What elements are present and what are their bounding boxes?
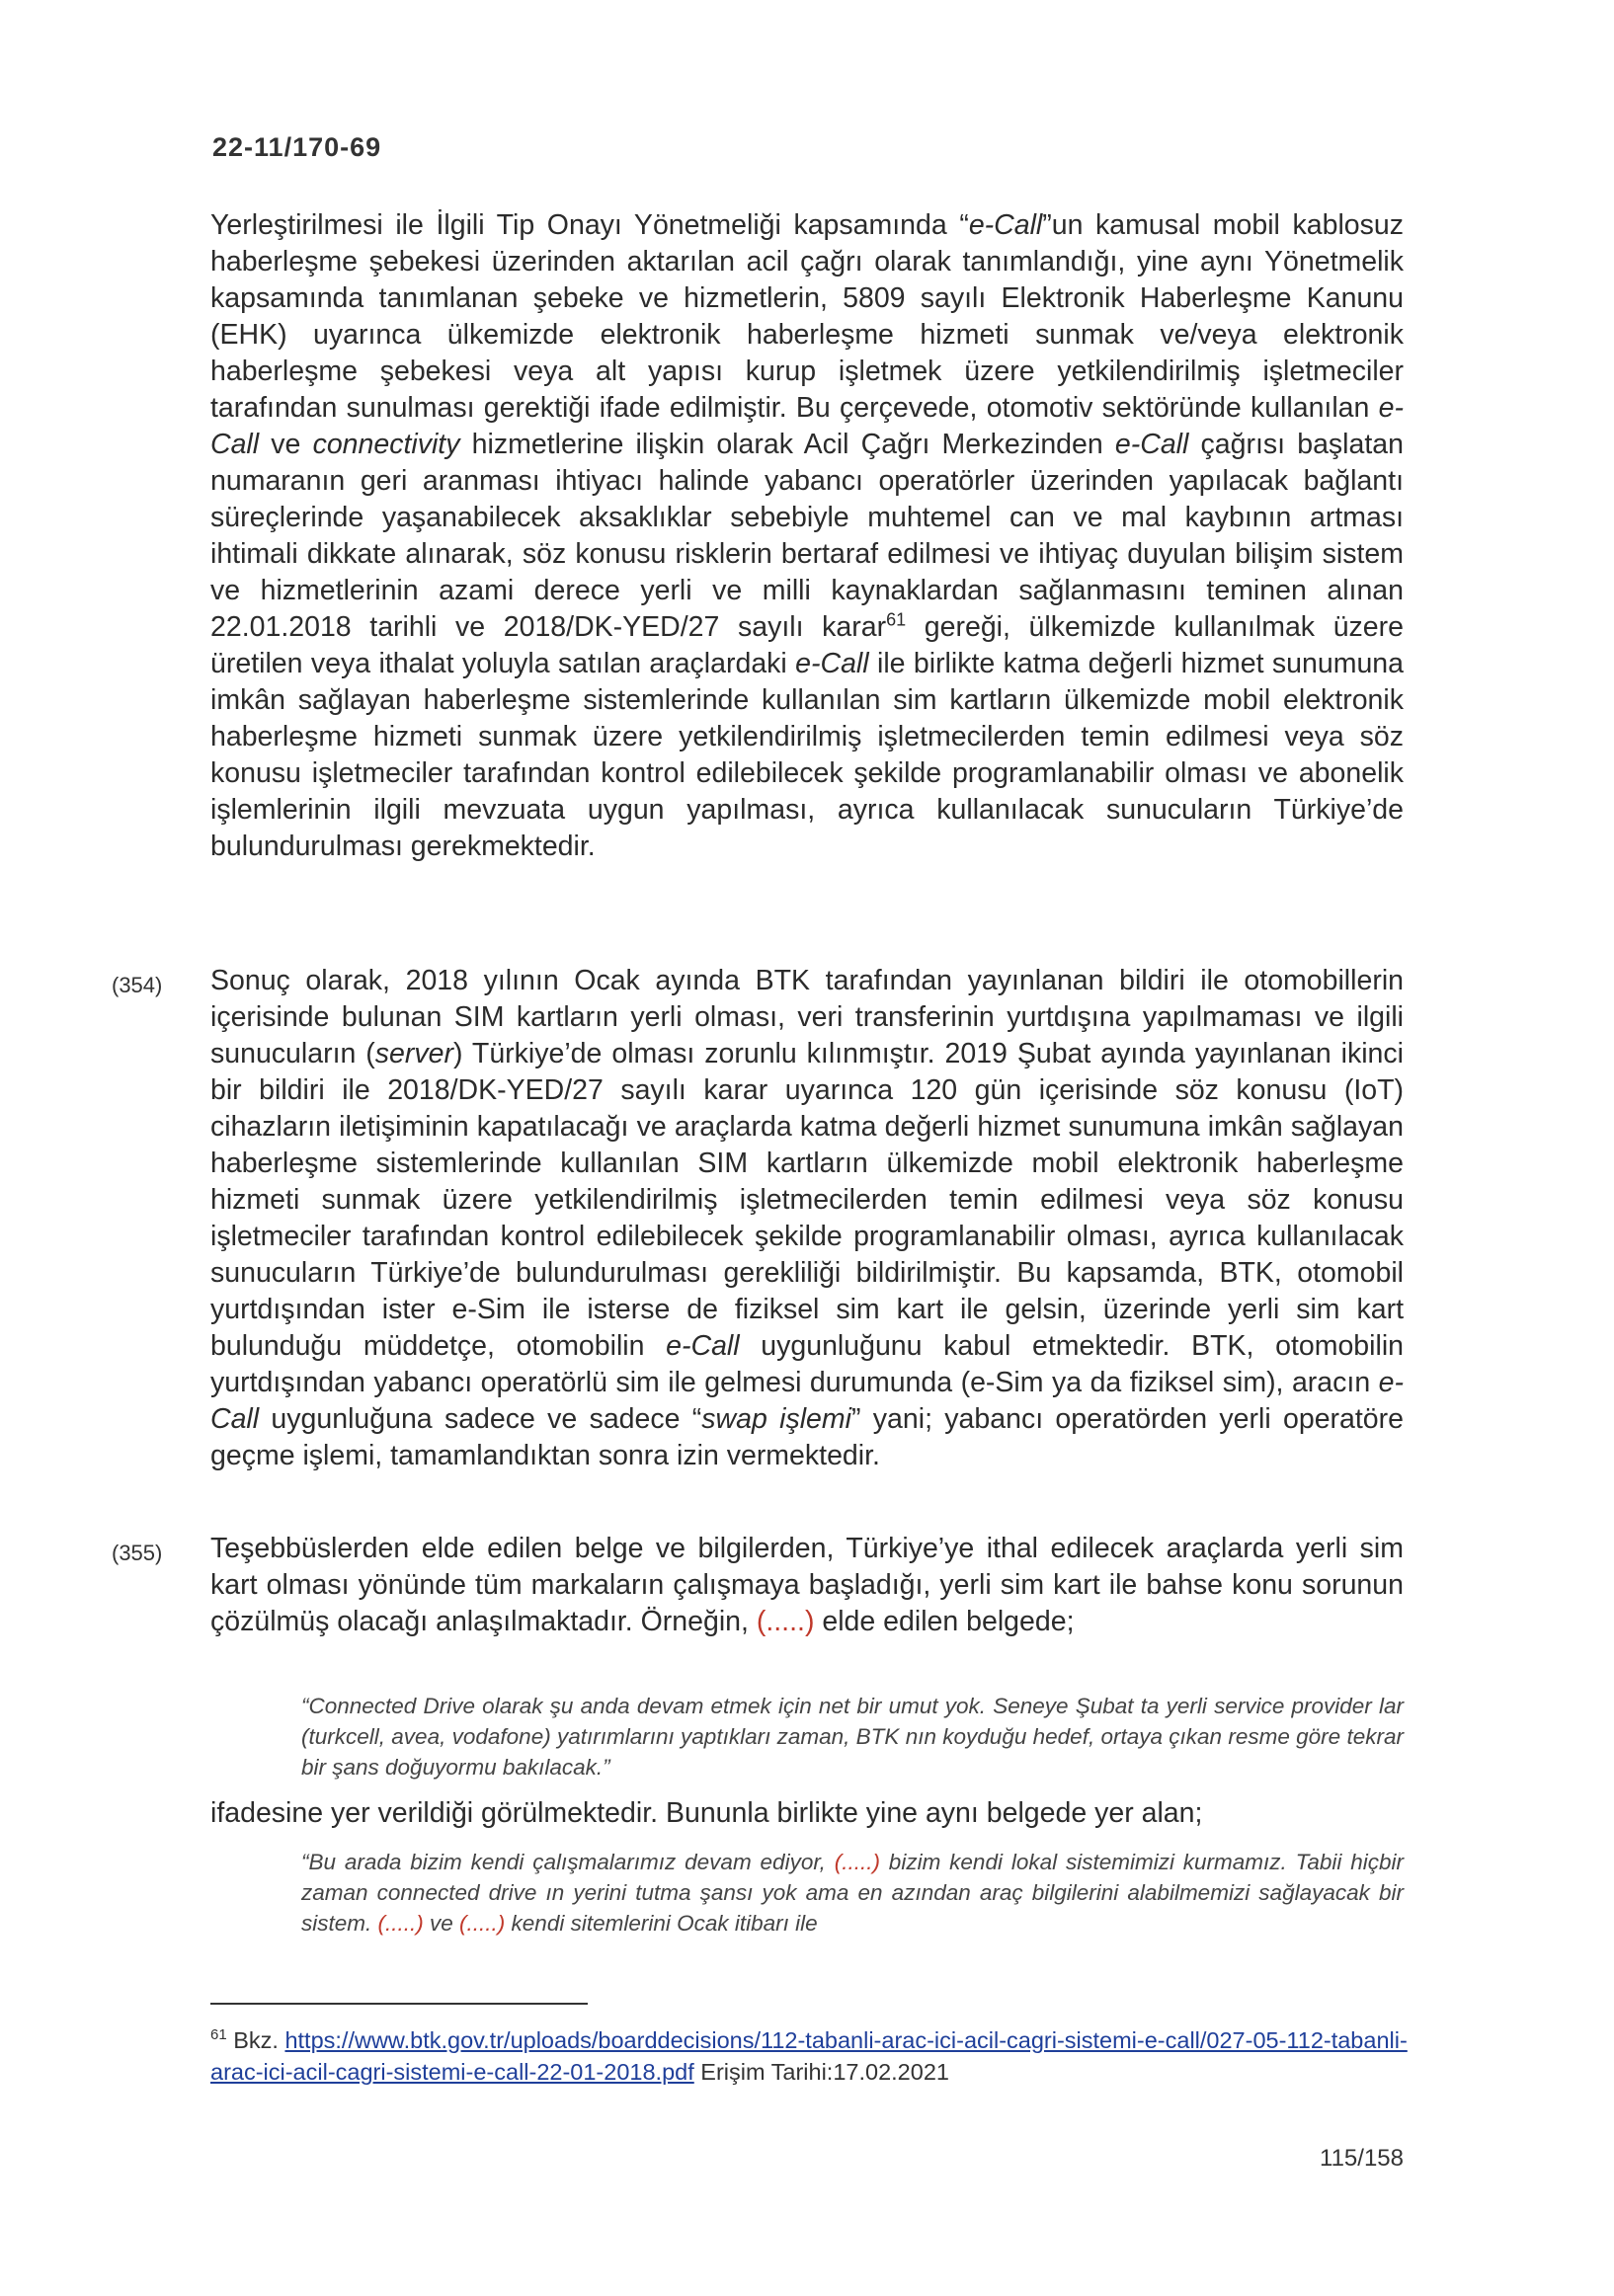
quote-1: “Connected Drive olarak şu anda devam etmek için net bir umut yok. Seneye Şubat ta yerli service provider lar (turkcell, avea, vodafone) yatırımlarını yaptıkları zaman, BTK nın koyduğu hedef, ortaya çıkan resme göre tekrar bir şans doğuyormu bakılacak.” (301, 1694, 1404, 1780)
footnote-ref[interactable]: 61 (886, 609, 907, 630)
followup-text: ifadesine yer verildiği görülmektedir. Bununla birlikte yine aynı belgede yer alan; (210, 1797, 1203, 1829)
redacted-text: (.....) (459, 1911, 506, 1936)
footnote-number: 61 (210, 2026, 227, 2044)
paragraph-number-355: (355) (112, 1541, 163, 1565)
footnote-separator (210, 2003, 588, 2005)
paragraph-354: Sonuç olarak, 2018 yılının Ocak ayında BTK tarafından yayınlanan bildiri ile otomobillerin içerisinde bulunan SIM kartların yerli olması, veri transferinin yurtdışına yapılmaması ve ilgili sunucuların (server) Türkiye’de olması zorunlu kılınmıştır. 2019 Şubat ayında yayınlanan ikinci bir bildiri ile 2018/DK-YED/27 sayılı karar uyarınca 120 gün içerisinde söz konusu (IoT) cihazların iletişiminin kapatılacağı ve araçlarda katma değerli hizmet sunumuna imkân sağlayan haberleşme sistemlerinde kullanılan SIM kartların ülkemizde mobil elektronik haberleşme hizmeti sunmak üzere yetkilendirilmiş işletmecilerden temin edilmesi veya söz konusu işletmeciler tarafından kontrol edilebilecek şekilde programlanabilir olması, ayrıca kullanılacak sunucuların Türkiye’de bulundurulması gerekliliği bildirilmiştir. Bu kapsamda, BTK, otomobil yurtdışından ister e-Sim ile isterse de fiziksel sim kart ile gelsin, üzerinde yerli sim kart bulunduğu müddetçe, otomobilin e-Call uygunluğunu kabul etmektedir. BTK, otomobilin yurtdışından yabancı operatörlü sim ile gelmesi durumunda (e-Sim ya da fiziksel sim), aracın e-Call uygunluğuna sadece ve sadece “swap işlemi” yani; yabancı operatörden yerli operatöre geçme işlemi, tamamlandıktan sonra izin vermektedir. (210, 965, 1404, 1471)
document-number: 22-11/170-69 (212, 132, 382, 162)
quote-2: “Bu arada bizim kendi çalışmalarımız devam ediyor, (.....) bizim kendi lokal sistemimizi kurmamız. Tabii hiçbir zaman connected drive ın yerini tutma şansı yok ama en azından araç bilgilerini alabilmemizi sağlayacak bir sistem. (.....) ve (.....) kendi sitemlerini Ocak itibarı ile (301, 1850, 1404, 1936)
page-number: 115/158 (1320, 2145, 1404, 2172)
redacted-text: (.....) (377, 1911, 424, 1936)
paragraph-number-354: (354) (112, 973, 163, 997)
redacted-text: (.....) (834, 1850, 880, 1874)
footnote: $^{61}$ Bkz. https://www.btk.gov.tr/uploads/boarddecisions/112-tabanli-arac-ici-acil-cagri-sistemi-e-call/027-05-112-tabanli-arac-ici-acil-cagri-sistemi-e-call-22-01-2018.pdf Erişim Tarihi:17.02.2021 (210, 2026, 1408, 2085)
paragraph-355: Teşebbüslerden elde edilen belge ve bilgilerden, Türkiye’ye ithal edilecek araçlarda yerli sim kart olması yönünde tüm markaların çalışmaya başladığı, yerli sim kart ile bahse konu sorunun çözülmüş olacağı anlaşılmaktadır. Örneğin, (.....) elde edilen belgede; (210, 1533, 1404, 1637)
redacted-text: (.....) (756, 1606, 815, 1637)
footnote-link[interactable]: https://www.btk.gov.tr/uploads/boarddecisions/112-tabanli-arac-ici-acil-cagri-sistemi-e-call/027-05-112-tabanli-arac-ici-acil-cagri-sistemi-e-call-22-01-2018.pdf (210, 2027, 1408, 2085)
intro-paragraph: Yerleştirilmesi ile İlgili Tip Onayı Yönetmeliği kapsamında “e-Call”un kamusal mobil kablosuz haberleşme şebekesi üzerinden aktarılan acil çağrı olarak tanımlandığı, yine aynı Yönetmelik kapsamında tanımlanan şebeke ve hizmetlerin, 5809 sayılı Elektronik Haberleşme Kanunu (EHK) uyarınca ülkemizde elektronik haberleşme hizmeti sunmak ve/veya elektronik haberleşme şebekesi veya alt yapısı kurup işletmek üzere yetkilendirilmiş işletmeciler tarafından sunulması gerektiği ifade edilmiştir. Bu çerçevede, otomotiv sektöründe kullanılan e-Call ve connectivity hizmetlerine ilişkin olarak Acil Çağrı Merkezinden e-Call çağrısı başlatan numaranın geri aranması ihtiyacı halinde yabancı operatörler üzerinden yapılacak bağlantı süreçlerinde yaşanabilecek aksaklıklar sebebiyle muhtemel can ve mal kaybının artması ihtimali dikkate alınarak, söz konusu risklerin bertaraf edilmesi ve ihtiyaç duyulan bilişim sistem ve hizmetlerinin azami derece yerli ve milli kaynaklardan sağlanmasını teminen alınan 22.01.2018 tarihli ve 2018/DK-YED/27 sayılı karar$^{61}$ gereği, ülkemizde kullanılmak üzere üretilen veya ithalat yoluyla satılan araçlardaki e-Call ile birlikte katma değerli hizmet sunumuna imkân sağlayan haberleşme sistemlerinde kullanılan sim kartların ülkemizde mobil elektronik haberleşme hizmeti sunmak üzere yetkilendirilmiş işletmecilerden temin edilmesi veya söz konusu işletmeciler tarafından kontrol edilebilecek şekilde programlanabilir olması ve abonelik işlemlerinin ilgili mevzuata uygun yapılması, ayrıca kullanılacak sunucuların Türkiye’de bulundurulması gerekmektedir. (210, 209, 1404, 862)
